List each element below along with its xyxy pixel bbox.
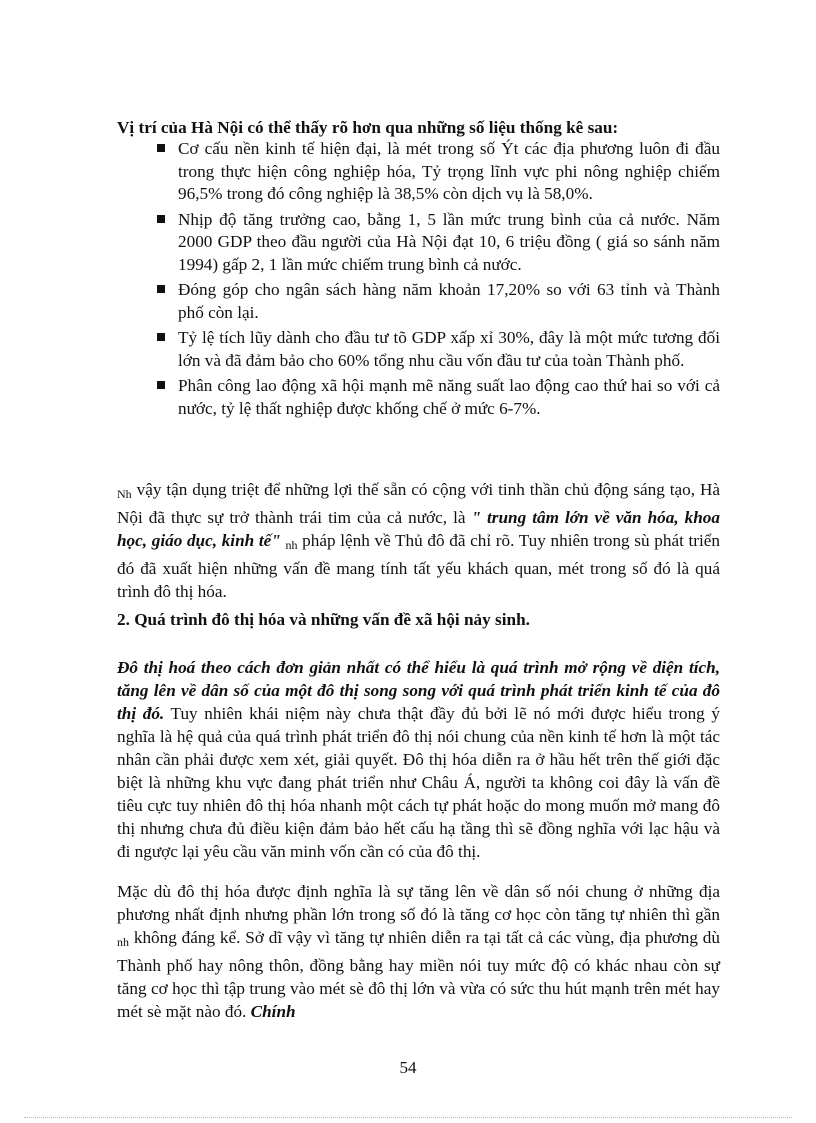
square-bullet-icon <box>157 381 165 389</box>
nh-fragment: nh <box>117 935 129 949</box>
list-item <box>117 138 720 206</box>
emphasis-tail: Chính <box>250 1002 296 1021</box>
list-item <box>117 375 720 420</box>
paragraph-urbanization-definition <box>117 656 720 863</box>
list-item-text: Đóng góp cho ngân sách hàng năm khoản 17,20% so với 63 tỉnh và Thành phố còn lại. <box>178 280 720 322</box>
paragraph-hanoi-role <box>117 478 720 603</box>
paragraph-text: không đáng kể. Sở dĩ vậy vì tăng tự nhiên diễn ra tại tất cả các vùng, địa phương dù Thành phố hay nông thôn, đồng bằng hay miền nói tuy mức độ có khác nhau còn sự tăng cơ học thì tập trung vào mét sè đô thị lớn và vừa có sức thu hút mạnh trên mét hay mét sè mặt nào đó. <box>117 928 720 1021</box>
square-bullet-icon <box>157 144 165 152</box>
list-item-text: Tỷ lệ tích lũy dành cho đầu tư tõ GDP xấp xỉ 30%, đây là một mức tương đối lớn và đã đảm bảo cho 60% tổng nhu cầu vốn đầu tư của toàn Thành phố. <box>178 328 720 370</box>
square-bullet-icon <box>157 215 165 223</box>
paragraph-text: Tuy nhiên khái niệm này chưa thật đầy đủ bởi lẽ nó mới được hiểu trong ý nghĩa là hệ quả của quá trình phát triển đô thị nói chung của nền kinh tế hơn là một tác nhân cần phải được xem xét, giải quyết. Đô thị hóa diễn ra ở hầu hết trên thế giới đặc biệt là những khu vực đang phát triển như Châu Á, người ta không coi đây là vấn đề tiêu cực tuy nhiên đô thị hóa nhanh một cách tự phát hoặc do mong muốn mở mang đô thị nhưng chưa đủ điều kiện đảm bảo hết cấu hạ tầng thì sẽ đồng nghĩa với lạc hậu và đi ngược lại yêu cầu văn minh vốn cần có của đô thị. <box>117 704 720 861</box>
paragraph-text: Mặc dù đô thị hóa được định nghĩa là sự tăng lên về dân số nói chung ở những địa phương nhất định nhưng phần lớn trong số đó là tăng cơ học còn tăng tự nhiên thì gần <box>117 882 720 924</box>
paragraph-text: vậy tận dụng triệt để những lợi thế sẵn có cộng với tinh thần chủ động sáng tạo, Hà Nội đã thực sự trở thành trái tim của cả nước, là <box>117 480 720 527</box>
statistics-list <box>117 138 720 423</box>
list-item-text: Cơ cấu nền kinh tế hiện đại, là mét trong số Ýt các địa phương luôn đi đầu trong thực hiện công nghiệp hóa, Tỷ trọng lĩnh vực phi nông nghiệp chiếm 96,5% trong đó công nghiệp là 38,5% còn dịch vụ là 58,0%. <box>178 139 720 203</box>
definition-emphasis: Đô thị hoá theo cách đơn giản nhất có thể hiểu là quá trình mở rộng về diện tích, tăng lên về dân số của một đô thị song song với quá trình phát triển kinh tế của đô thị đó. <box>117 658 720 723</box>
quoted-emphasis: " trung tâm lớn về văn hóa, khoa học, giáo dục, kinh tế" <box>117 508 720 550</box>
paragraph-text: pháp lệnh về Thủ đô đã chỉ rõ. Tuy nhiên trong sù phát triển đó đã xuất hiện những vấn đề mang tính tất yếu khách quan, mét trong số đó là quá trình đô thị hóa. <box>117 531 721 601</box>
nh-fragment: nh <box>285 538 298 552</box>
list-item <box>117 327 720 372</box>
square-bullet-icon <box>157 285 165 293</box>
section-title: 2. Quá trình đô thị hóa và những vấn đề xã hội nảy sinh. <box>117 610 530 629</box>
list-item <box>117 209 720 277</box>
square-bullet-icon <box>157 333 165 341</box>
intro-heading: Vị trí của Hà Nội có thể thấy rõ hơn qua những số liệu thống kê sau: <box>117 118 619 137</box>
list-item <box>117 279 720 324</box>
page-number: 54 <box>399 1058 417 1077</box>
list-item-text: Nhịp độ tăng trưởng cao, bằng 1, 5 lần mức trung bình của cả nước. Năm 2000 GDP theo đầu người của Hà Nội đạt 10, 6 triệu đồng ( giá so sánh năm 1994) gấp 2, 1 lần mức chiếm trung bình cả nước. <box>178 209 720 274</box>
nh-fragment: Nh <box>117 487 132 501</box>
page-bottom-divider <box>24 1117 792 1118</box>
paragraph-population-growth <box>117 880 720 1023</box>
list-item-text: Phân công lao động xã hội mạnh mẽ năng suất lao động cao thứ hai so với cả nước, tỷ lệ thất nghiệp được khống chế ở mức 6-7%. <box>178 376 720 418</box>
